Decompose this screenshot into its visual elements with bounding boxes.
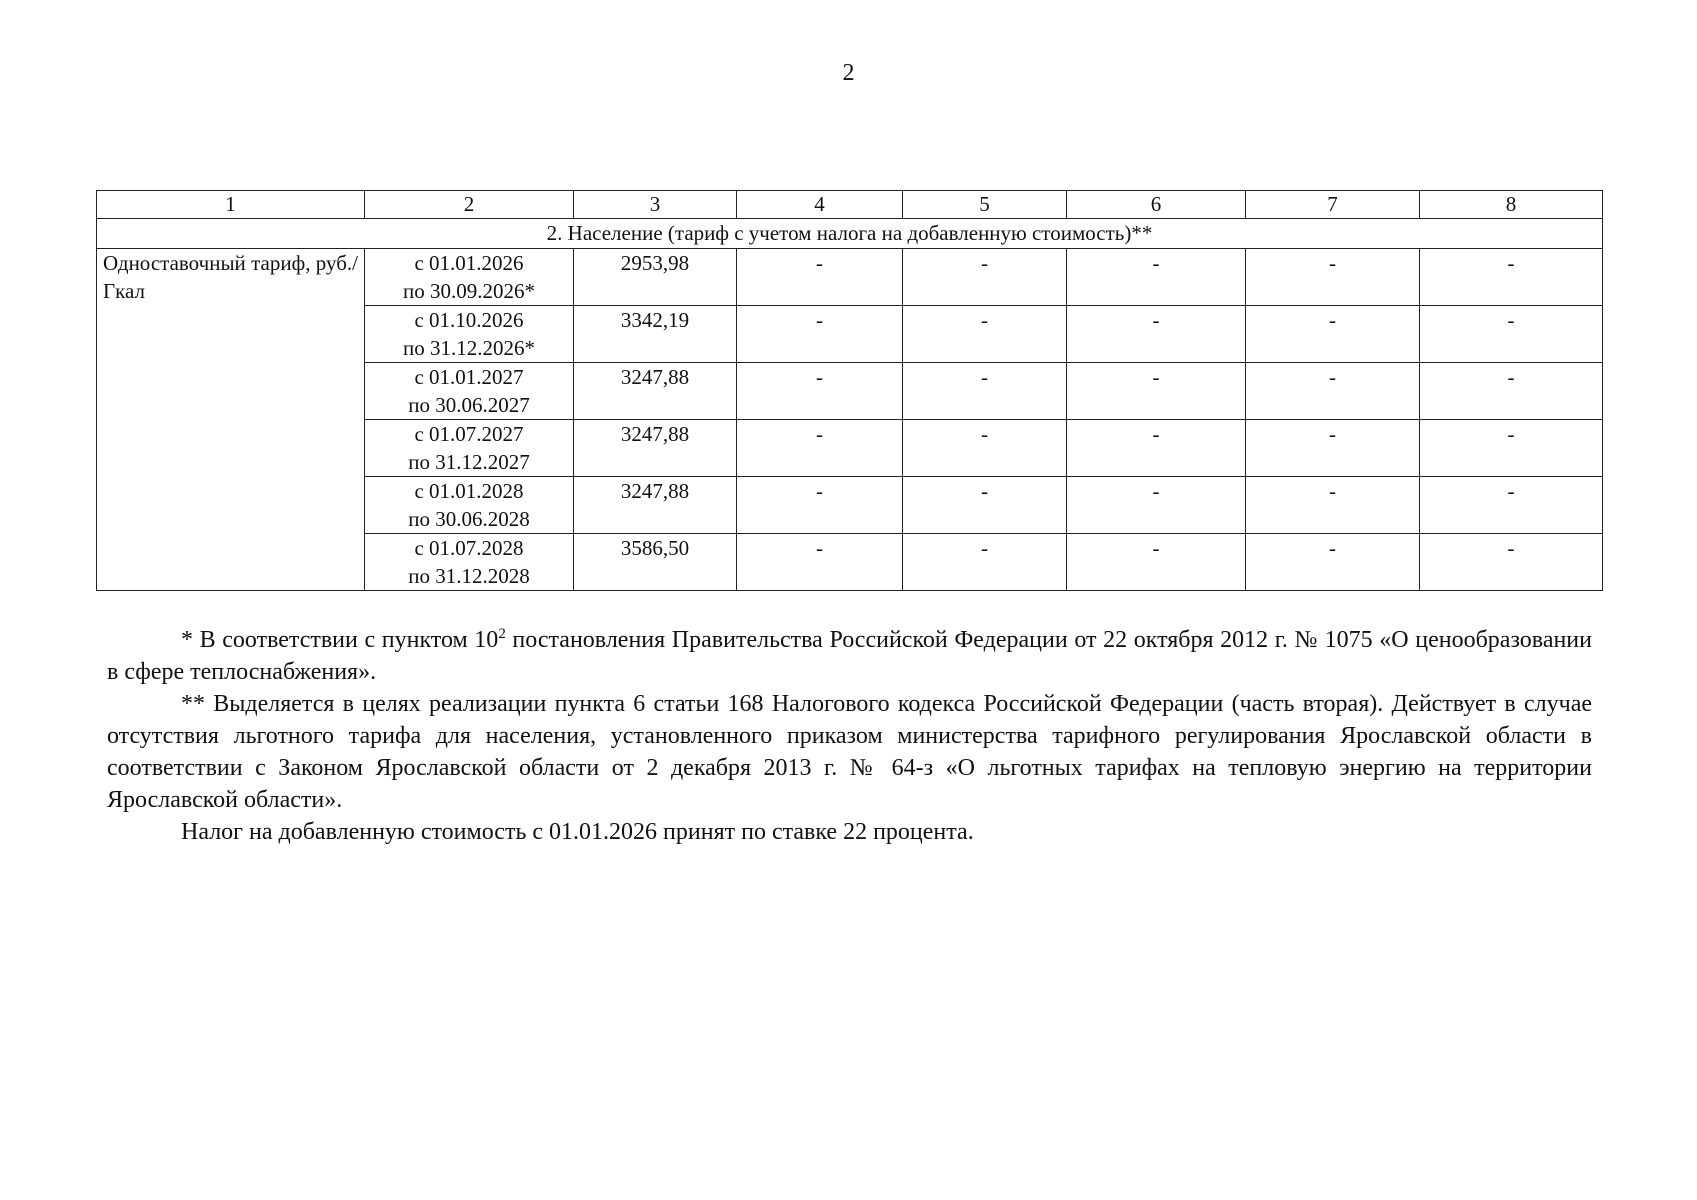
period-cell xyxy=(365,534,574,591)
footnote-1-suffix: постановления Правительства Российской Федерации от 22 октября 2012 г. № 1075 «О ценообразовании в сфере теплоснабжения». xyxy=(107,627,1592,685)
tariff-value: 3342,19 xyxy=(574,306,737,363)
tariff-value: 3586,50 xyxy=(574,534,737,591)
period-from: с 01.01.2028 xyxy=(414,479,524,503)
period-to: по 30.09.2026* xyxy=(403,279,535,303)
empty-cell: - xyxy=(1246,534,1420,591)
column-number: 7 xyxy=(1246,191,1420,219)
empty-cell: - xyxy=(1067,534,1246,591)
empty-cell: - xyxy=(903,477,1067,534)
empty-cell: - xyxy=(1067,249,1246,306)
tariff-value: 3247,88 xyxy=(574,477,737,534)
section-row xyxy=(97,219,1603,249)
period-cell xyxy=(365,363,574,420)
empty-cell: - xyxy=(1246,420,1420,477)
empty-cell: - xyxy=(1420,477,1603,534)
empty-cell: - xyxy=(1420,306,1603,363)
period-cell xyxy=(365,306,574,363)
period-from: с 01.07.2028 xyxy=(414,536,524,560)
empty-cell: - xyxy=(737,534,903,591)
period-to: по 30.06.2027 xyxy=(408,393,530,417)
column-number: 8 xyxy=(1420,191,1603,219)
empty-cell: - xyxy=(737,477,903,534)
empty-cell: - xyxy=(1420,249,1603,306)
column-number: 6 xyxy=(1067,191,1246,219)
section-title: 2. Население (тариф с учетом налога на добавленную стоимость)** xyxy=(97,219,1603,249)
empty-cell: - xyxy=(1067,477,1246,534)
empty-cell: - xyxy=(1246,306,1420,363)
empty-cell: - xyxy=(737,363,903,420)
empty-cell: - xyxy=(903,249,1067,306)
column-number-row xyxy=(97,191,1603,219)
empty-cell: - xyxy=(1420,534,1603,591)
empty-cell: - xyxy=(1067,306,1246,363)
footnote-1-prefix: * В соответствии с пунктом 10 xyxy=(181,627,499,653)
tariff-value: 3247,88 xyxy=(574,363,737,420)
row-label: Одноставочный тариф, руб./Гкал xyxy=(97,249,365,591)
tariff-table xyxy=(96,190,1603,591)
period-to: по 31.12.2026* xyxy=(403,336,535,360)
empty-cell: - xyxy=(737,306,903,363)
footnote-1 xyxy=(107,624,1592,688)
period-to: по 31.12.2027 xyxy=(408,450,530,474)
column-number: 5 xyxy=(903,191,1067,219)
tariff-value: 3247,88 xyxy=(574,420,737,477)
empty-cell: - xyxy=(1420,420,1603,477)
column-number: 3 xyxy=(574,191,737,219)
period-to: по 31.12.2028 xyxy=(408,564,530,588)
period-from: с 01.01.2027 xyxy=(414,365,524,389)
empty-cell: - xyxy=(903,420,1067,477)
period-from: с 01.01.2026 xyxy=(414,251,524,275)
period-cell xyxy=(365,249,574,306)
tariff-value: 2953,98 xyxy=(574,249,737,306)
empty-cell: - xyxy=(1067,363,1246,420)
page-number: 2 xyxy=(842,60,855,86)
column-number: 1 xyxy=(97,191,365,219)
empty-cell: - xyxy=(1067,420,1246,477)
column-number: 2 xyxy=(365,191,574,219)
table-row xyxy=(97,249,1603,306)
footnote-3: Налог на добавленную стоимость с 01.01.2026 принят по ставке 22 процента. xyxy=(181,819,974,845)
empty-cell: - xyxy=(1246,249,1420,306)
column-number: 4 xyxy=(737,191,903,219)
empty-cell: - xyxy=(903,534,1067,591)
footnotes xyxy=(107,624,1592,848)
period-cell xyxy=(365,477,574,534)
empty-cell: - xyxy=(1246,477,1420,534)
period-to: по 30.06.2028 xyxy=(408,507,530,531)
period-from: с 01.07.2027 xyxy=(414,422,524,446)
footnote-1-superscript: 2 xyxy=(498,626,506,642)
empty-cell: - xyxy=(1420,363,1603,420)
empty-cell: - xyxy=(903,363,1067,420)
empty-cell: - xyxy=(737,420,903,477)
empty-cell: - xyxy=(903,306,1067,363)
empty-cell: - xyxy=(1246,363,1420,420)
period-cell xyxy=(365,420,574,477)
empty-cell: - xyxy=(737,249,903,306)
footnote-2: ** Выделяется в целях реализации пункта 6 статьи 168 Налогового кодекса Российской Федерации (часть вторая). Действует в случае отсутствия льготного тарифа для населения, установленного приказом министерства тарифного регулирования Ярославской области в соответствии с Законом Ярославской области от 2 декабря 2013 г. № 64-з «О льготных тарифах на тепловую энергию на территории Ярославской области». xyxy=(107,691,1592,813)
period-from: с 01.10.2026 xyxy=(414,308,524,332)
